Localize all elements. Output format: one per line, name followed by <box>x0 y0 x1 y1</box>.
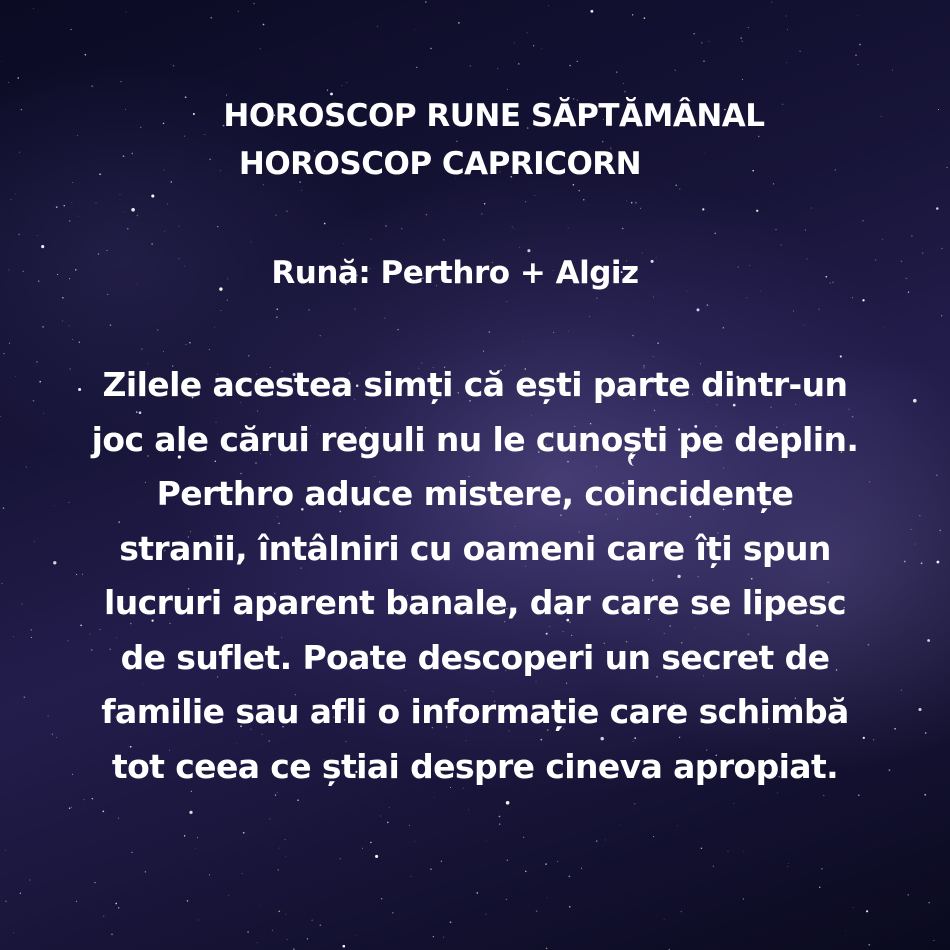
horoscope-body <box>45 358 905 794</box>
rune-label: Rună: Perthro + Algiz <box>271 255 639 291</box>
title-line-2: HOROSCOP CAPRICORN <box>238 146 642 182</box>
body-line: familie sau afli o informație care schimbă <box>101 692 849 731</box>
body-line: Zilele acestea simți că ești parte dintr-un <box>102 365 848 404</box>
body-line: tot ceea ce știai despre cineva apropiat. <box>111 746 839 786</box>
body-line: de suflet. Poate descoperi un secret de <box>120 637 830 677</box>
body-line: stranii, întâlniri cu oameni care îți spun <box>119 528 831 568</box>
body-line: lucruri aparent banale, dar care se lipesc <box>104 583 846 622</box>
title-line-1: HOROSCOP RUNE SĂPTĂMÂNAL <box>223 98 765 134</box>
body-line: Perthro aduce mistere, coincidențe <box>156 474 794 513</box>
body-line: joc ale cărui reguli nu le cunoști pe deplin. <box>91 419 859 459</box>
